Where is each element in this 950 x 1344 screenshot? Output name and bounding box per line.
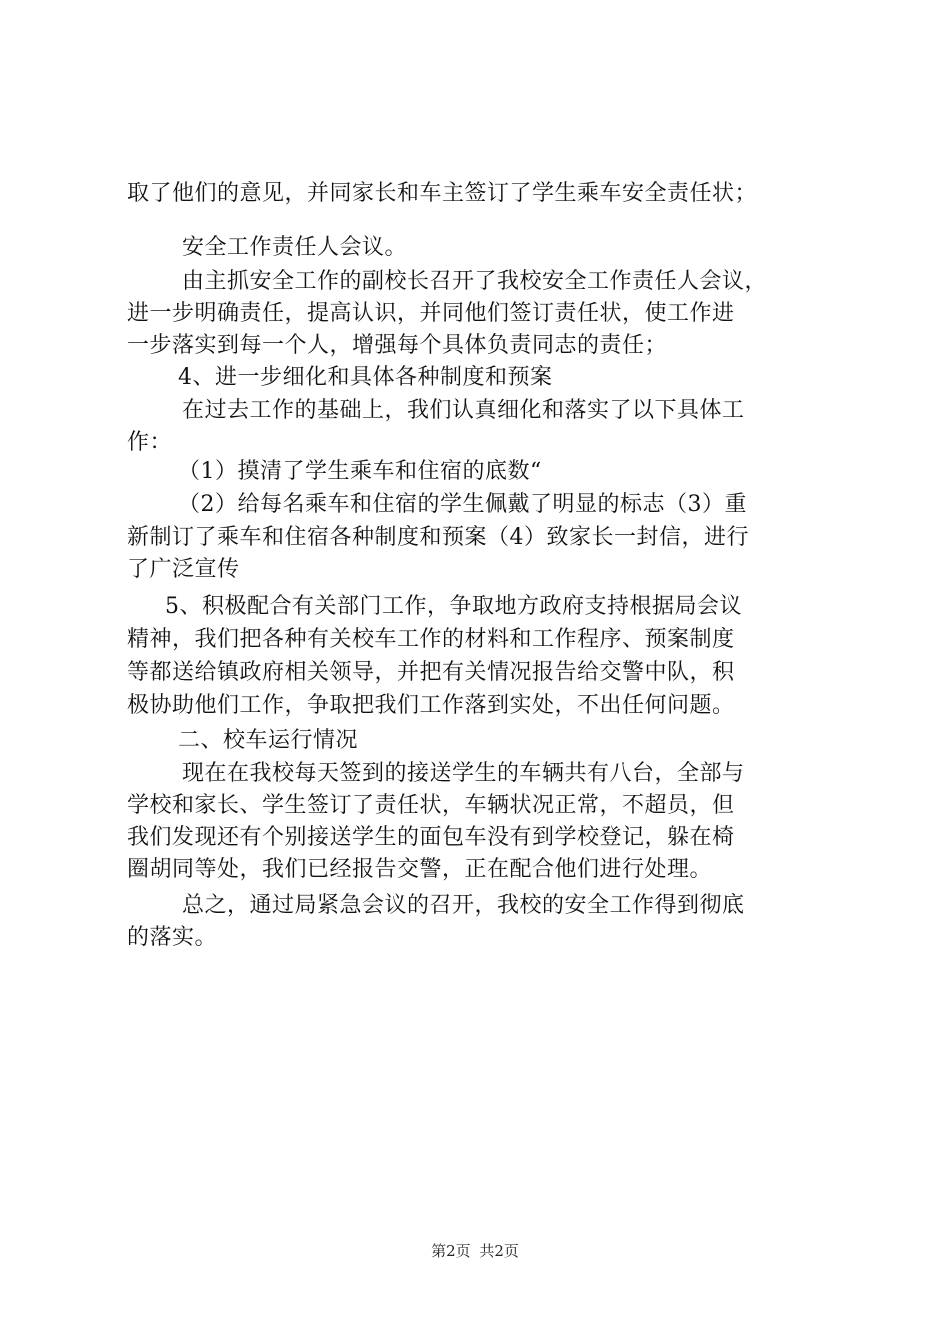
list-item: （2）给每名乘车和住宿的学生佩戴了明显的标志（3）重 xyxy=(178,492,747,517)
paragraph-line: 总之，通过局紧急会议的召开，我校的安全工作得到彻底 xyxy=(182,893,745,918)
paragraph-line: 新制订了乘车和住宿各种制度和预案（4）致家长一封信，进行 xyxy=(127,525,749,550)
paragraph-line: 进一步明确责任，提高认识，并同他们签订责任状，使工作进 xyxy=(127,301,735,326)
paragraph-line: 我们发现还有个别接送学生的面包车没有到学校登记，躲在椅 xyxy=(127,825,735,850)
list-item: （1）摸清了学生乘车和住宿的底数“ xyxy=(178,459,542,484)
paragraph-line: 精神，我们把各种有关校车工作的材料和工作程序、预案制度 xyxy=(127,627,735,652)
paragraph-line: 由主抓安全工作的副校长召开了我校安全工作责任人会议， xyxy=(182,269,768,294)
paragraph-line: 圈胡同等处，我们已经报告交警，正在配合他们进行处理。 xyxy=(127,857,713,882)
paragraph-line: 作： xyxy=(127,430,173,455)
paragraph-line: 现在在我校每天签到的接送学生的车辆共有八台，全部与 xyxy=(182,761,745,786)
section-heading: 5、积极配合有关部门工作，争取地方政府支持根据局会议 xyxy=(165,594,742,619)
paragraph-line: 极协助他们工作，争取把我们工作落到实处，不出任何问题。 xyxy=(127,693,735,718)
page-footer xyxy=(0,1240,950,1262)
page-number: 第2页 xyxy=(431,1242,471,1260)
paragraph-line: 取了他们的意见，并同家长和车主签订了学生乘车安全责任状； xyxy=(127,181,758,206)
paragraph-line: 一步落实到每一个人，增强每个具体负责同志的责任； xyxy=(127,333,668,358)
paragraph-line: 等都送给镇政府相关领导，并把有关情况报告给交警中队，积 xyxy=(127,660,735,685)
paragraph-line: 学校和家长、学生签订了责任状，车辆状况正常，不超员，但 xyxy=(127,793,735,818)
paragraph-line: 在过去工作的基础上，我们认真细化和落实了以下具体工 xyxy=(182,398,745,423)
paragraph-line: 的落实。 xyxy=(127,925,218,950)
page-total: 共2页 xyxy=(479,1242,519,1260)
paragraph-line: 了广泛宣传 xyxy=(127,557,240,582)
paragraph-line: 安全工作责任人会议。 xyxy=(182,235,408,260)
section-heading: 4、进一步细化和具体各种制度和预案 xyxy=(178,365,553,390)
section-heading: 二、校车运行情况 xyxy=(178,728,359,753)
